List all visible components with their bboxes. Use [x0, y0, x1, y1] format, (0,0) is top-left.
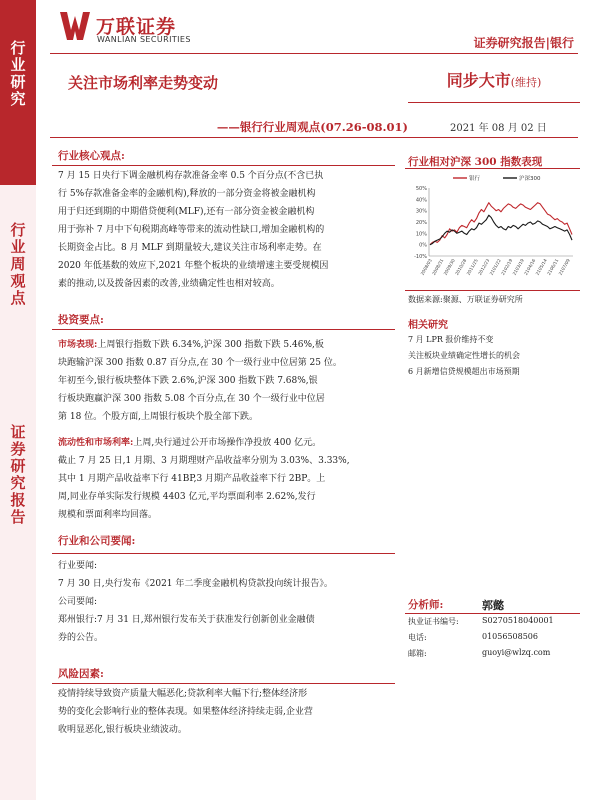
industry-news-item: 7 月 30 日,央行发布《2021 年二季度金融机构贷款投向统计报告》。 — [58, 579, 333, 589]
side-label-research-report: 证 券 研 究 报 告 — [10, 423, 26, 526]
news-heading: 行业和公司要闻: — [58, 535, 136, 547]
related-research-item: 关注板块业绩确定性增长的机会 — [408, 351, 520, 360]
logo-english-name: WANLIAN SECURITIES — [97, 35, 191, 44]
report-subtitle: ——银行行业周观点(07.26-08.01) — [216, 120, 408, 134]
x-tick-label: 2011/25 — [466, 258, 480, 277]
y-tick-label: 0% — [419, 242, 427, 249]
risk-line: 疫情持续导致资产质量大幅恶化;贷款利率大幅下行;整体经济形 — [58, 689, 308, 699]
liquidity-line: 其中 1 月期产品收益率下行 41BP,3 月期产品收益率下行 2BP。上 — [58, 474, 326, 484]
liquidity-line: 截止 7 月 25 日,1 月期、3 月期理财产品收益率分别为 3.03%、3.33%, — [58, 456, 350, 466]
x-tick-label: 2102/19 — [500, 258, 515, 277]
x-tick-label: 2009/30 — [443, 258, 457, 277]
x-tick-label: 2008/31 — [431, 258, 446, 277]
risk-divider — [52, 683, 395, 684]
liquidity-body — [58, 434, 392, 524]
related-research-item: 7 月 LPR 报价维持不变 — [408, 335, 494, 344]
core-line: 7 月 15 日央行下调金融机构存款准备金率 0.5 个百分点(不含已执 — [58, 171, 324, 181]
risk-line: 势的变化会影响行业的整体表现。如果整体经济持续走弱,企业营 — [58, 707, 313, 717]
core-line: 用于弥补 7 月中下旬税期高峰等带来的流动性缺口,增加金融机构的 — [58, 225, 325, 235]
y-tick-label: 20% — [415, 220, 427, 226]
logo-w-mark-icon — [60, 10, 90, 42]
header-divider — [50, 53, 578, 54]
industry-news-label: 行业要闻: — [58, 561, 98, 571]
analyst-divider — [405, 613, 580, 614]
side-label-weekly-view: 行 业 周 观 点 — [10, 221, 26, 307]
liquidity-line: 规模和票面利率均回落。 — [58, 510, 158, 520]
liquidity-label: 流动性和市场利率: — [58, 438, 134, 448]
x-tick-label: 2107/09 — [558, 258, 572, 277]
market-line: 上周银行指数下跌 6.34%,沪深 300 指数下跌 5.46%,板 — [97, 340, 324, 350]
legend-label: 沪深300 — [519, 176, 541, 182]
chart-bottom-divider — [405, 290, 580, 291]
report-date: 2021 年 08 月 02 日 — [450, 123, 547, 134]
analyst-field-key: 电话: — [408, 633, 427, 642]
market-line: 年初至今,银行板块整体下跌 2.6%,沪深 300 指数下跌 7.68%,银 — [58, 376, 318, 386]
chart-source: 数据来源:聚源、万联证券研究所 — [408, 295, 523, 304]
series-line-bank — [430, 203, 572, 245]
x-tick-label: 2012/23 — [477, 258, 492, 277]
analyst-phone: 01056508506 — [482, 632, 538, 641]
core-line: 长期资金占比。8 月 MLF 到期量较大,建议关注市场利率走势。在 — [58, 243, 322, 253]
analyst-label: 分析师: — [408, 599, 444, 611]
side-label-industry-research: 行 业 研 究 — [10, 39, 26, 108]
core-view-divider — [52, 165, 395, 166]
company-logo — [60, 10, 230, 46]
report-type: 证券研究报告|银行 — [473, 36, 574, 50]
market-performance-body — [58, 336, 392, 426]
y-tick-label: 10% — [415, 231, 427, 238]
logo-chinese-name: 万联证券 — [96, 16, 177, 38]
x-tick-label: 2106/11 — [546, 258, 561, 277]
core-line: 素的推动,以及拨备因素的改善,业绩确定性也相对较高。 — [58, 279, 280, 289]
company-news-item: 郑州银行:7 月 31 日,郑州银行发布关于获准发行创新创业金融债 — [58, 615, 315, 625]
y-tick-label: 40% — [415, 197, 427, 204]
rating-box — [408, 60, 580, 102]
analyst-field-key: 执业证书编号: — [408, 617, 459, 626]
analyst-email: guoyi@wlzq.com — [482, 648, 551, 657]
y-tick-label: -10% — [414, 254, 427, 260]
market-line: 块跑输沪深 300 指数 0.87 百分点,在 30 个一级行业中位居第 25 位。 — [58, 358, 342, 368]
analyst-name: 郭懿 — [482, 599, 504, 612]
x-tick-label: 2103/19 — [512, 258, 526, 277]
company-news-label: 公司要闻: — [58, 597, 98, 607]
investment-points-divider — [52, 329, 395, 330]
core-view-body — [58, 167, 392, 293]
market-performance-label: 市场表现: — [58, 340, 98, 350]
x-tick-label: 2104/16 — [523, 258, 538, 277]
chart-heading: 行业相对沪深 300 指数表现 — [408, 156, 543, 168]
series-line-hs300 — [430, 215, 572, 245]
relative-performance-chart — [405, 168, 580, 290]
rating-note: (维持) — [510, 76, 542, 89]
title-divider — [50, 137, 578, 138]
x-tick-label: 2008/03 — [420, 258, 434, 277]
market-line: 第 18 位。个股方面,上周银行板块个股全部下跌。 — [58, 412, 259, 422]
core-line: 行 5%存款准备金率的金融机构),释放的一部分资金将被金融机构 — [58, 189, 316, 199]
y-tick-label: 50% — [415, 186, 427, 192]
report-title: 关注市场利率走势变动 — [68, 74, 219, 92]
market-line: 行板块跑赢沪深 300 指数 5.08 个百分点,在 30 个一级行业中位居 — [58, 394, 325, 404]
core-view-heading: 行业核心观点: — [58, 150, 125, 162]
rating-label: 同步大市 — [446, 71, 511, 90]
analyst-field-key: 邮箱: — [408, 649, 427, 658]
related-research-heading: 相关研究 — [408, 320, 448, 331]
news-divider — [52, 553, 395, 554]
core-line: 用于归还到期的中期借贷便利(MLF),还有一部分资金被金融机构 — [58, 207, 315, 217]
investment-points-heading: 投资要点: — [58, 314, 104, 326]
liquidity-line: 上周,央行通过公开市场操作净投放 400 亿元。 — [133, 438, 322, 448]
x-tick-label: 2105/14 — [535, 258, 549, 277]
liquidity-line: 周,同业存单实际发行规模 4403 亿元,平均票面利率 2.62%,发行 — [58, 492, 316, 502]
x-tick-label: 2010/28 — [454, 258, 469, 277]
core-line: 2020 年低基数的效应下,2021 年整个板块的业绩增速主要受规模因 — [58, 261, 329, 271]
legend-label: 银行 — [469, 176, 481, 182]
related-research-item: 6 月新增信贷规模超出市场预期 — [408, 367, 520, 376]
rating-divider — [408, 102, 580, 103]
company-news-item: 券的公告。 — [58, 633, 104, 643]
risk-line: 收明显恶化,银行板块业绩波动。 — [58, 725, 187, 735]
x-tick-label: 2101/22 — [489, 258, 503, 277]
risk-body — [58, 685, 392, 739]
analyst-certificate-number: S0270518040001 — [482, 616, 554, 625]
risk-heading: 风险因素: — [58, 668, 104, 680]
y-tick-label: 30% — [415, 208, 427, 215]
